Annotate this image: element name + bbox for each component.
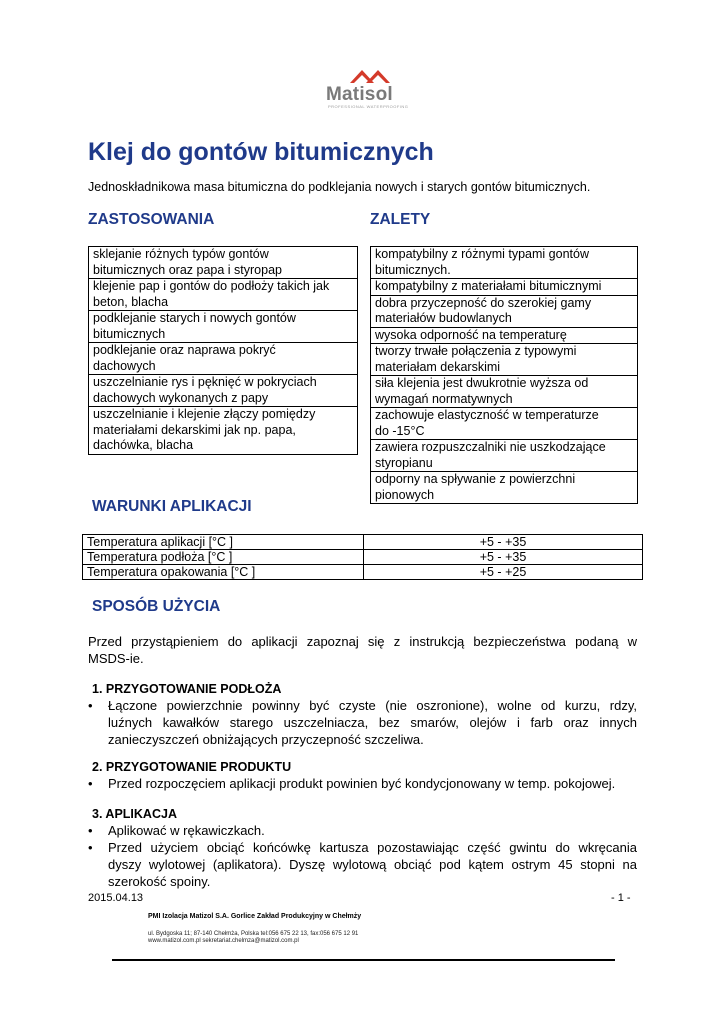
table-row <box>83 565 643 580</box>
document-date: 2015.04.13 <box>88 892 144 904</box>
step-heading-2: 2. PRZYGOTOWANIE PRODUKTU <box>92 760 292 774</box>
list-item: uszczelnianie i klejenie złączy pomiędzy materiałami dekarskimi jak np. papa, dachówka, blacha <box>89 407 357 455</box>
list-item: tworzy trwałe połączenia z typowymi materiałam dekarskimi <box>371 344 637 376</box>
section-heading-warunki: WARUNKI APLIKACJI <box>92 498 252 515</box>
list-item: kompatybilny z materiałami bitumicznymi <box>371 279 637 296</box>
list-item: zachowuje elastyczność w temperaturze do -15°C <box>371 408 637 440</box>
step-heading-1: 1. PRZYGOTOWANIE PODŁOŻA <box>92 682 282 696</box>
page-title: Klej do gontów bitumicznych <box>88 138 434 166</box>
bullet-icon: • <box>88 840 93 855</box>
condition-value: +5 - +35 <box>364 535 643 550</box>
bullet-icon: • <box>88 823 93 838</box>
list-item: sklejanie różnych typów gontów bitumicznych oraz papa i styropap <box>89 247 357 279</box>
list-item: dobra przyczepność do szerokiej gamy materiałów budowlanych <box>371 296 637 328</box>
list-item: uszczelnianie rys i pęknięć w pokryciach dachowych wykonanych z papy <box>89 375 357 407</box>
table-row <box>83 535 643 550</box>
matisol-logo <box>322 66 409 110</box>
zastosowania-list <box>88 246 358 455</box>
list-item: • Łączone powierzchnie powinny być czyste (nie oszronione), wolne od kurzu, rdzy, luźnych kawałków starego uszczelniacza, bez smarów, olejów i farb oraz innych zanieczyszczeń obniżających przyczepność szczeliwa. <box>88 698 637 747</box>
list-item: wysoka odporność na temperaturę <box>371 328 637 345</box>
list-item: • Aplikować w rękawiczkach. <box>88 823 265 838</box>
condition-value: +5 - +25 <box>364 565 643 580</box>
list-item: podklejanie starych i nowych gontów bitumicznych <box>89 311 357 343</box>
footer-address: ul. Bydgoska 11; 87-140 Chełmża, Polska tel:056 675 22 13, fax:056 675 12 91 <box>148 931 359 937</box>
section-heading-zastosowania: ZASTOSOWANIA <box>88 211 215 228</box>
usage-intro: Przed przystąpieniem do aplikacji zapoznaj się z instrukcją bezpieczeństwa podaną w MSDS-ie. <box>88 634 637 666</box>
list-item: siła klejenia jest dwukrotnie wyższa od wymagań normatywnych <box>371 376 637 408</box>
roof-icon <box>350 66 394 86</box>
condition-label: Temperatura aplikacji [°C ] <box>83 535 364 550</box>
list-item: • Przed użyciem obciąć końcówkę kartusza pozostawiając część gwintu do wkręcania dyszy wylotowej (aplikatora). Dyszę wylotową obciąć pod kątem ostrym 45 stopni na szerokość spoiny. <box>88 840 637 889</box>
list-item: odporny na spływanie z powierzchni pionowych <box>371 472 637 504</box>
list-item: kompatybilny z różnymi typami gontów bitumicznych. <box>371 247 637 279</box>
footer-contact: www.matizol.com.pl sekretariat.chelmza@matizol.com.pl <box>148 938 299 944</box>
list-item: zawiera rozpuszczalniki nie uszkodzające styropianu <box>371 440 637 472</box>
conditions-table <box>82 534 643 580</box>
product-description: Jednoskładnikowa masa bitumiczna do podklejania nowych i starych gontów bitumicznych. <box>88 180 591 194</box>
logo-wordmark: Matisol <box>326 84 393 105</box>
list-item: • Przed rozpoczęciem aplikacji produkt powinien być kondycjonowany w temp. pokojowej. <box>88 776 616 791</box>
page-number: - 1 - <box>611 892 631 904</box>
bullet-icon: • <box>88 776 93 791</box>
zalety-list <box>370 246 638 504</box>
condition-label: Temperatura podłoża [°C ] <box>83 550 364 565</box>
list-item: podklejanie oraz naprawa pokryć dachowych <box>89 343 357 375</box>
list-item: klejenie pap i gontów do podłoży takich jak beton, blacha <box>89 279 357 311</box>
step-heading-3: 3. APLIKACJA <box>92 807 177 821</box>
condition-label: Temperatura opakowania [°C ] <box>83 565 364 580</box>
logo-tagline: PROFESSIONAL WATERPROOFING <box>328 104 409 109</box>
condition-value: +5 - +35 <box>364 550 643 565</box>
section-heading-sposob: SPOSÓB UŻYCIA <box>92 598 221 615</box>
footer-company: PMI Izolacja Matizol S.A. Gorlice Zakład Produkcyjny w Chełmży <box>148 913 362 920</box>
table-row <box>83 550 643 565</box>
section-heading-zalety: ZALETY <box>370 211 431 228</box>
footer-company-info <box>112 907 615 961</box>
bullet-icon: • <box>88 698 93 713</box>
